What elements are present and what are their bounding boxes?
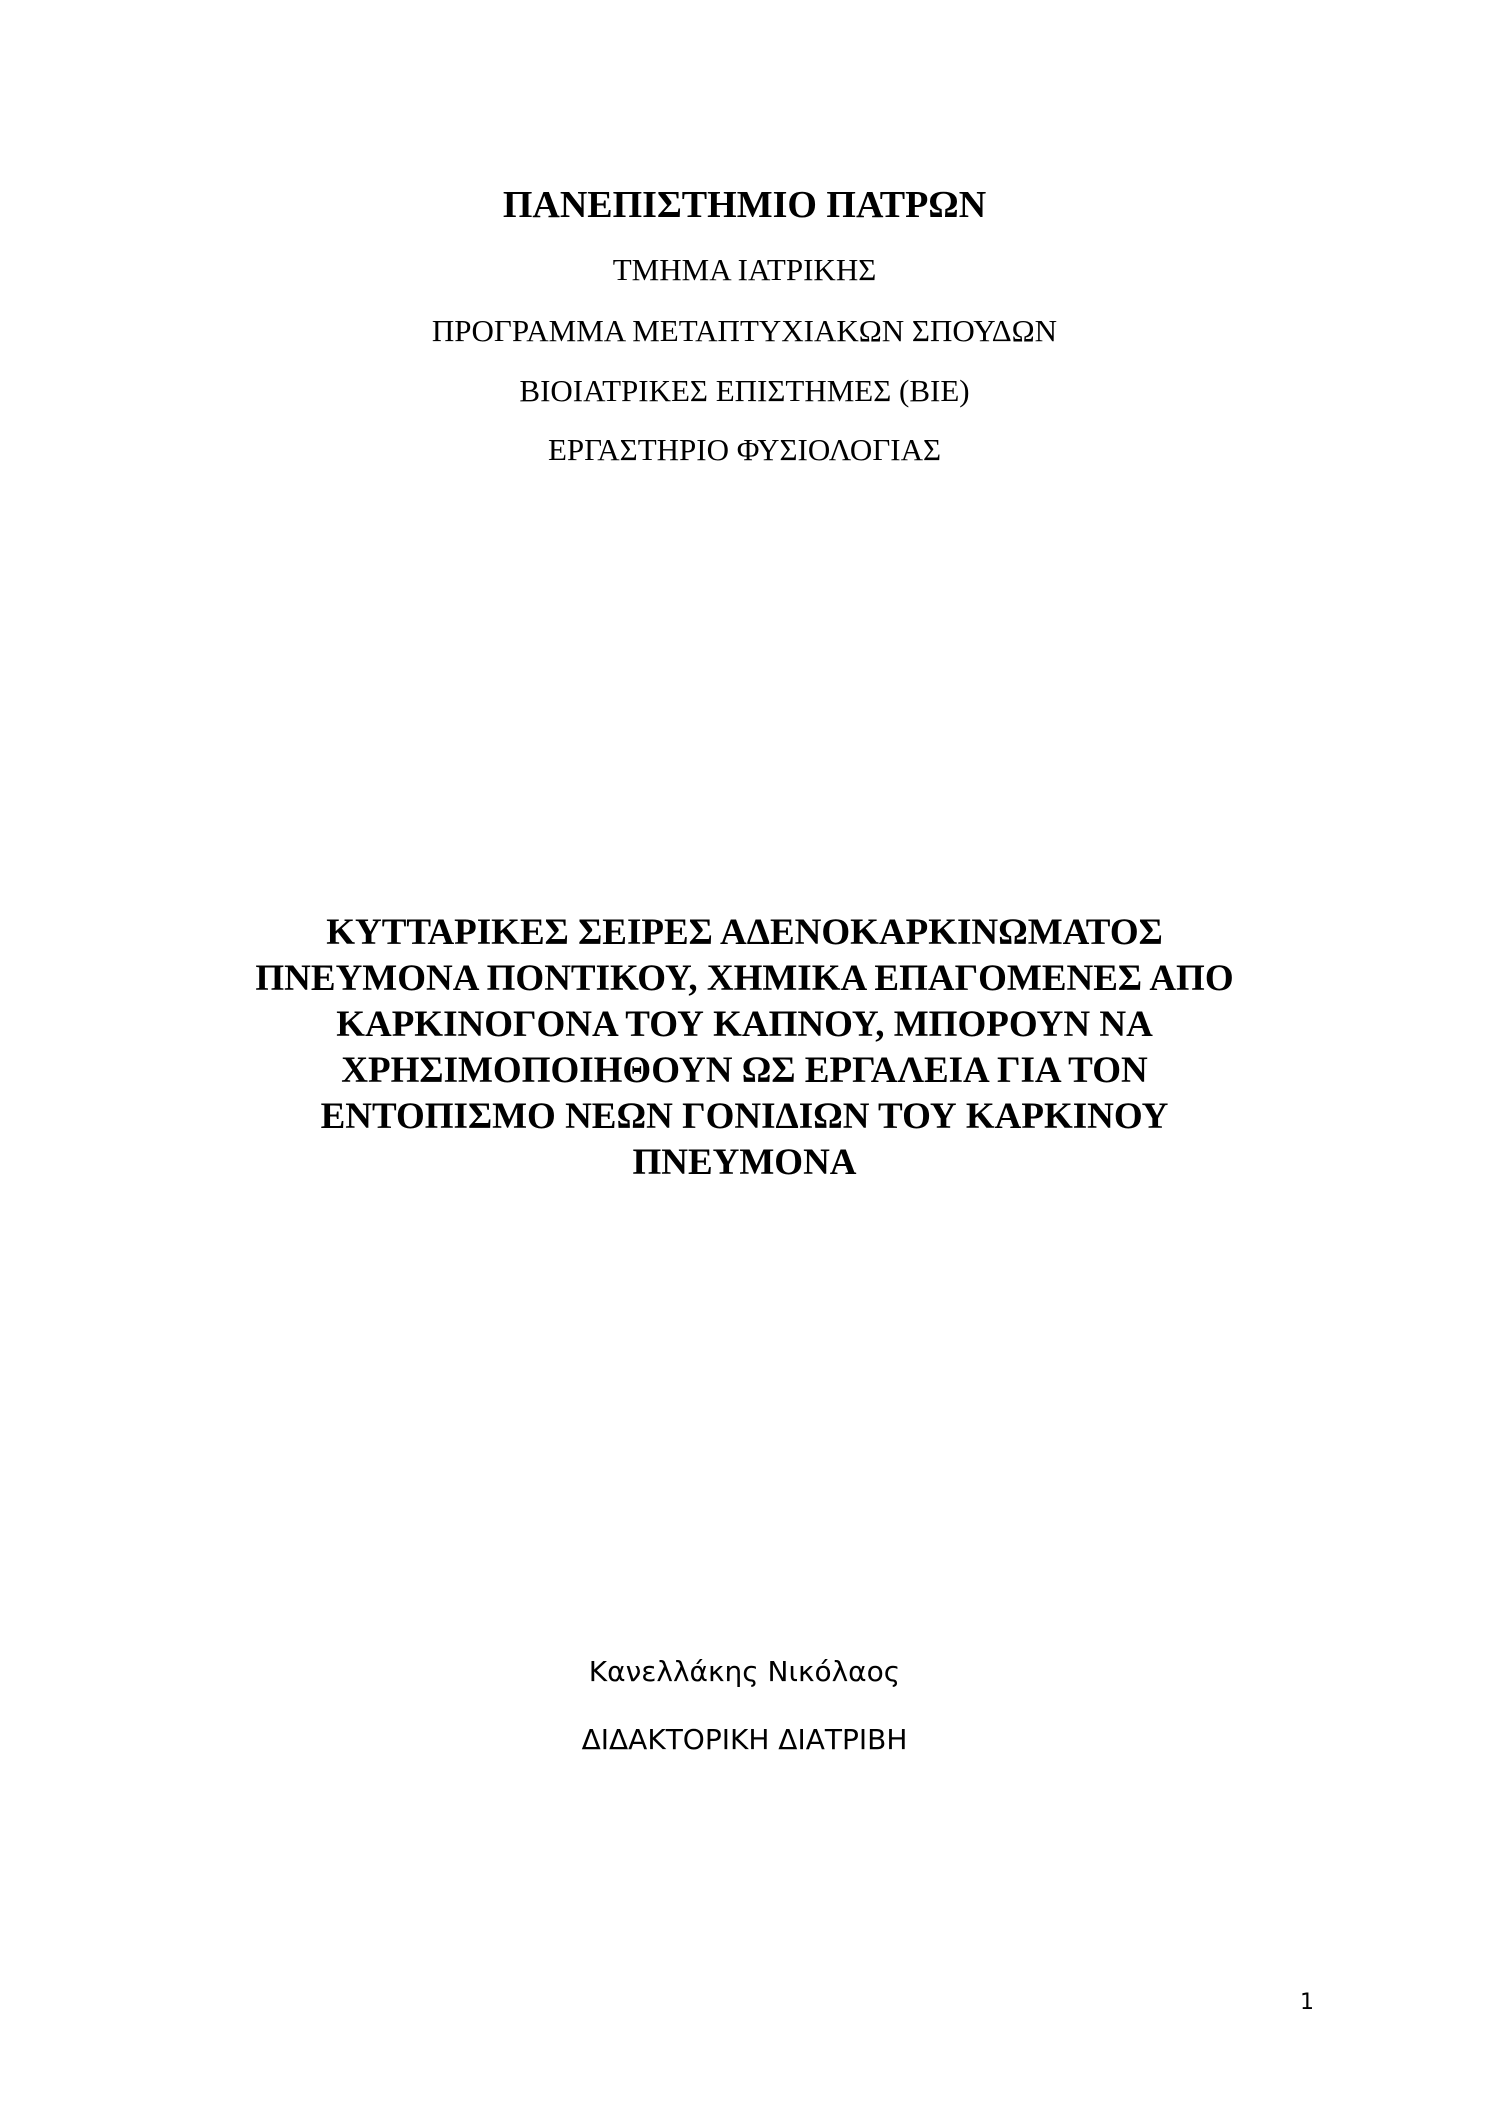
thesis-title bbox=[0, 910, 1489, 1186]
university-name: ΠΑΝΕΠΙΣΤΗΜΙΟ ΠΑΤΡΩΝ bbox=[502, 184, 987, 226]
page-number: 1 bbox=[1300, 1990, 1314, 2015]
program-name: ΠΡΟΓΡΑΜΜΑ ΜΕΤΑΠΤΥΧΙΑΚΩΝ ΣΠΟΥΔΩΝ bbox=[431, 313, 1058, 348]
degree-type: ΔΙΔΑΚΤΟΡΙΚΗ ΔΙΑΤΡΙΒΗ bbox=[581, 1723, 908, 1756]
thesis-title-line: ΠΝΕΥΜΟΝΑ bbox=[632, 1142, 857, 1183]
field-name: ΒΙΟΙΑΤΡΙΚΕΣ ΕΠΙΣΤΗΜΕΣ (ΒΙΕ) bbox=[519, 373, 970, 408]
thesis-title-line: ΠΝΕΥΜΟΝΑ ΠΟΝΤΙΚΟΥ, ΧΗΜΙΚΑ ΕΠΑΓΟΜΕΝΕΣ ΑΠΟ bbox=[255, 958, 1234, 999]
author-name: Κανελλάκης Νικόλαος bbox=[588, 1655, 901, 1688]
thesis-title-line: ΧΡΗΣΙΜΟΠΟΙΗΘΟΥΝ ΩΣ ΕΡΓΑΛΕΙΑ ΓΙΑ ΤΟΝ bbox=[341, 1050, 1148, 1091]
thesis-title-line: ΚΥΤΤΑΡΙΚΕΣ ΣΕΙΡΕΣ ΑΔΕΝΟΚΑΡΚΙΝΩΜΑΤΟΣ bbox=[326, 912, 1163, 953]
laboratory-name: ΕΡΓΑΣΤΗΡΙΟ ΦΥΣΙΟΛΟΓΙΑΣ bbox=[547, 432, 941, 467]
thesis-title-line: ΚΑΡΚΙΝΟΓΟΝΑ ΤΟΥ ΚΑΠΝΟΥ, ΜΠΟΡΟΥΝ ΝΑ bbox=[336, 1004, 1153, 1045]
thesis-title-line: ΕΝΤΟΠΙΣΜΟ ΝΕΩΝ ΓΟΝΙΔΙΩΝ ΤΟΥ ΚΑΡΚΙΝΟΥ bbox=[320, 1096, 1169, 1137]
department-name: ΤΜΗΜΑ ΙΑΤΡΙΚΗΣ bbox=[612, 252, 877, 287]
